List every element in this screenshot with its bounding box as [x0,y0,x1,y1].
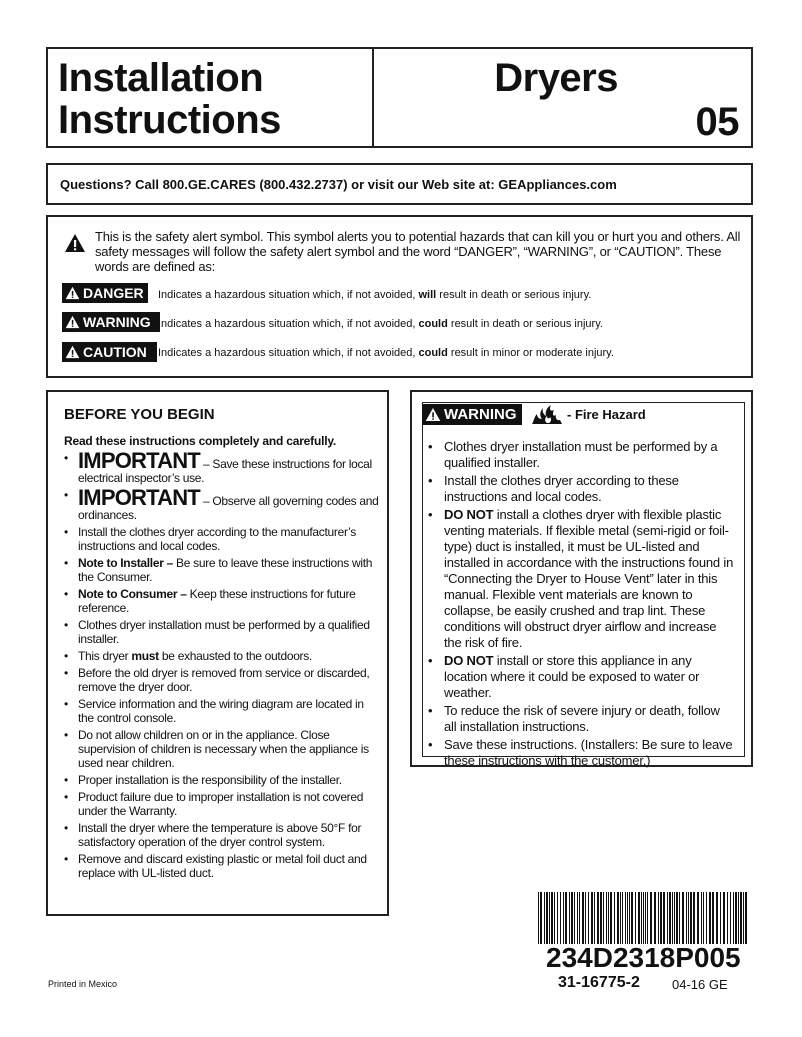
barcode-bar [650,892,652,944]
barcode-bar [679,892,680,944]
barcode-bar [620,892,621,944]
barcode-bar [554,892,555,944]
caution-definition: Indicates a hazardous situation which, if not avoided, could result in minor or moderate injury. [158,347,614,359]
barcode-bar [585,892,586,944]
printed-in-label: Printed in Mexico [48,979,118,989]
barcode-bar [635,892,636,944]
danger-label: DANGER [62,283,148,303]
barcode-bar [688,892,689,944]
barcode-bar [658,892,659,944]
barcode-bar [577,892,578,944]
barcode-bar [614,892,615,944]
barcode-bar [610,892,612,944]
barcode-bar [538,892,539,944]
barcode-bar [693,892,695,944]
list-item: • This dryer must be exhausted to the outdoors. [64,649,380,663]
barcode-bar [703,892,704,944]
barcode-bar [669,892,671,944]
barcode-bar [745,892,747,944]
danger-definition: Indicates a hazardous situation which, if not avoided, will result in death or serious injury. [158,289,592,301]
barcode-bar [608,892,609,944]
before-you-begin-box [46,390,389,916]
barcode-bar [723,892,725,944]
barcode-bar [701,892,702,944]
barcode-bar [560,892,561,944]
barcode-bar [565,892,567,944]
barcode-bar [569,892,570,944]
alert-triangle-icon [65,286,80,300]
list-item: • Remove and discard existing plastic or metal foil duct and replace with UL-listed duct. [64,852,380,880]
barcode-bar [674,892,675,944]
part-number: 234D2318P005 [546,942,741,973]
product-code: 05 [695,100,739,144]
lead-text: Read these instructions completely and carefully. [64,434,337,448]
alert-triangle-icon [65,315,80,329]
document-title [58,57,281,141]
barcode-bar [540,892,542,944]
barcode-bar [716,892,718,944]
safety-intro-text: This is the safety alert symbol. This symbol alerts you to potential hazards that can kill you or hurt you and others. All safety messages will follow the safety alert symbol and the word “DANGER”, “WARNING”, or “CAUTION”. These words are defined as: [95,229,741,274]
barcode-bar [641,892,642,944]
safety-alert-icon [64,233,86,253]
warning-label: WARNING [422,404,522,425]
contact-box [46,163,753,205]
fire-hazard-title: - Fire Hazard [567,406,646,422]
barcode-bar [563,892,564,944]
warning-label: WARNING [62,312,160,332]
barcode-bar [579,892,580,944]
barcode-bar [647,892,648,944]
barcode-bar [617,892,619,944]
barcode-bar [625,892,626,944]
barcode-bar [727,892,728,944]
barcode-bar [638,892,640,944]
barcode-bar [660,892,662,944]
barcode-bar [663,892,665,944]
barcode-bar [738,892,739,944]
barcode-bar [743,892,744,944]
barcode-bar [720,892,721,944]
barcode-bar [544,892,545,944]
barcode-bar [740,892,742,944]
barcode-bar [643,892,644,944]
barcode-bar [600,892,602,944]
barcode-bar [690,892,692,944]
barcode-bar [730,892,731,944]
list-item: • Clothes dryer installation must be performed by a qualified installer. [424,439,734,471]
safety-definitions-box [46,215,753,378]
fire-icon [530,403,564,425]
barcode-bar [588,892,589,944]
barcode-bar [676,892,678,944]
instruction-list [64,448,380,880]
title-line-1: Installation [58,56,264,100]
barcode-bar [712,892,714,944]
barcode-bar [603,892,604,944]
fire-hazard-header [422,403,646,425]
product-box [372,47,753,148]
barcode-bar [672,892,673,944]
list-item: • Proper installation is the responsibility of the installer. [64,773,380,787]
list-item: • IMPORTANT – Observe all governing codes and ordinances. [64,488,380,522]
caution-label: CAUTION [62,342,157,362]
list-item: • Install the dryer where the temperature is above 50°F for satisfactory operation of the dryer control system. [64,821,380,849]
barcode-bar [594,892,595,944]
document-number: 31-16775-2 [558,974,640,991]
list-item: • DO NOT install or store this appliance in any location where it could be exposed to water or weather. [424,653,734,701]
barcode-bar [546,892,548,944]
document-date: 04-16 GE [672,977,728,992]
barcode-bar [571,892,573,944]
list-item: • Do not allow children on or in the appliance. Close supervision of children is necessary when the appliance is used near children. [64,728,380,770]
list-item: • Install the clothes dryer according to these instructions and local codes. [424,473,734,505]
list-item: • Product failure due to improper installation is not covered under the Warranty. [64,790,380,818]
barcode-bar [682,892,684,944]
barcode-bar [606,892,607,944]
product-name: Dryers [494,56,618,100]
barcode-bar [654,892,656,944]
list-item: • Service information and the wiring diagram are located in the control console. [64,697,380,725]
barcode-bar [733,892,734,944]
barcode-bar [735,892,737,944]
barcode-bar [591,892,593,944]
list-item: • Note to Installer – Be sure to leave these instructions with the Consumer. [64,556,380,584]
barcode-bar [622,892,623,944]
title-box [46,47,374,148]
danger-row [62,283,148,303]
list-item: • Save these instructions. (Installers: Be sure to leave these instructions with the customer.) [424,737,734,769]
barcode-bar [549,892,550,944]
list-item: • Clothes dryer installation must be performed by a qualified installer. [64,618,380,646]
list-item: • IMPORTANT – Save these instructions for local electrical inspector’s use. [64,451,380,485]
list-item: • Install the clothes dryer according to the manufacturer’s instructions and local codes. [64,525,380,553]
barcode-bar [582,892,584,944]
alert-triangle-icon [425,407,441,422]
list-item: • Note to Consumer – Keep these instructions for future reference. [64,587,380,615]
fire-hazard-box [410,390,753,767]
barcode-bar [645,892,646,944]
barcode-image [538,892,750,944]
barcode-bar [667,892,668,944]
barcode-bar [557,892,558,944]
title-line-2: Instructions [58,98,281,142]
alert-triangle-icon [65,345,80,359]
list-item: • DO NOT install a clothes dryer with flexible plastic venting materials. If flexible metal (semi-rigid or foil-type) duct is installed, it must be UL-listed and installed in accordance with the instructions found in “Connecting the Dryer to House Vent” later in this manual. Flexible vent materials are known to collapse, be easily crushed and trap lint. These conditions will obstruct dryer airflow and increase the risk of fire. [424,507,734,651]
warning-definition: Indicates a hazardous situation which, if not avoided, could result in death or serious injury. [158,318,603,330]
barcode-bar [551,892,553,944]
section-heading: BEFORE YOU BEGIN [64,406,215,423]
barcode-bar [686,892,687,944]
barcode-bar [697,892,699,944]
barcode-bar [629,892,630,944]
barcode-bar [627,892,628,944]
fire-hazard-list [424,439,734,771]
barcode-bar [709,892,711,944]
list-item: • To reduce the risk of severe injury or death, follow all installation instructions. [424,703,734,735]
contact-text: Questions? Call 800.GE.CARES (800.432.2737) or visit our Web site at: GEAppliances.com [60,177,617,192]
barcode-bar [597,892,599,944]
barcode-bar [574,892,575,944]
barcode-bar [706,892,707,944]
barcode-bar [631,892,633,944]
caution-row [62,342,157,362]
warning-row [62,312,160,332]
list-item: • Before the old dryer is removed from service or discarded, remove the dryer door. [64,666,380,694]
